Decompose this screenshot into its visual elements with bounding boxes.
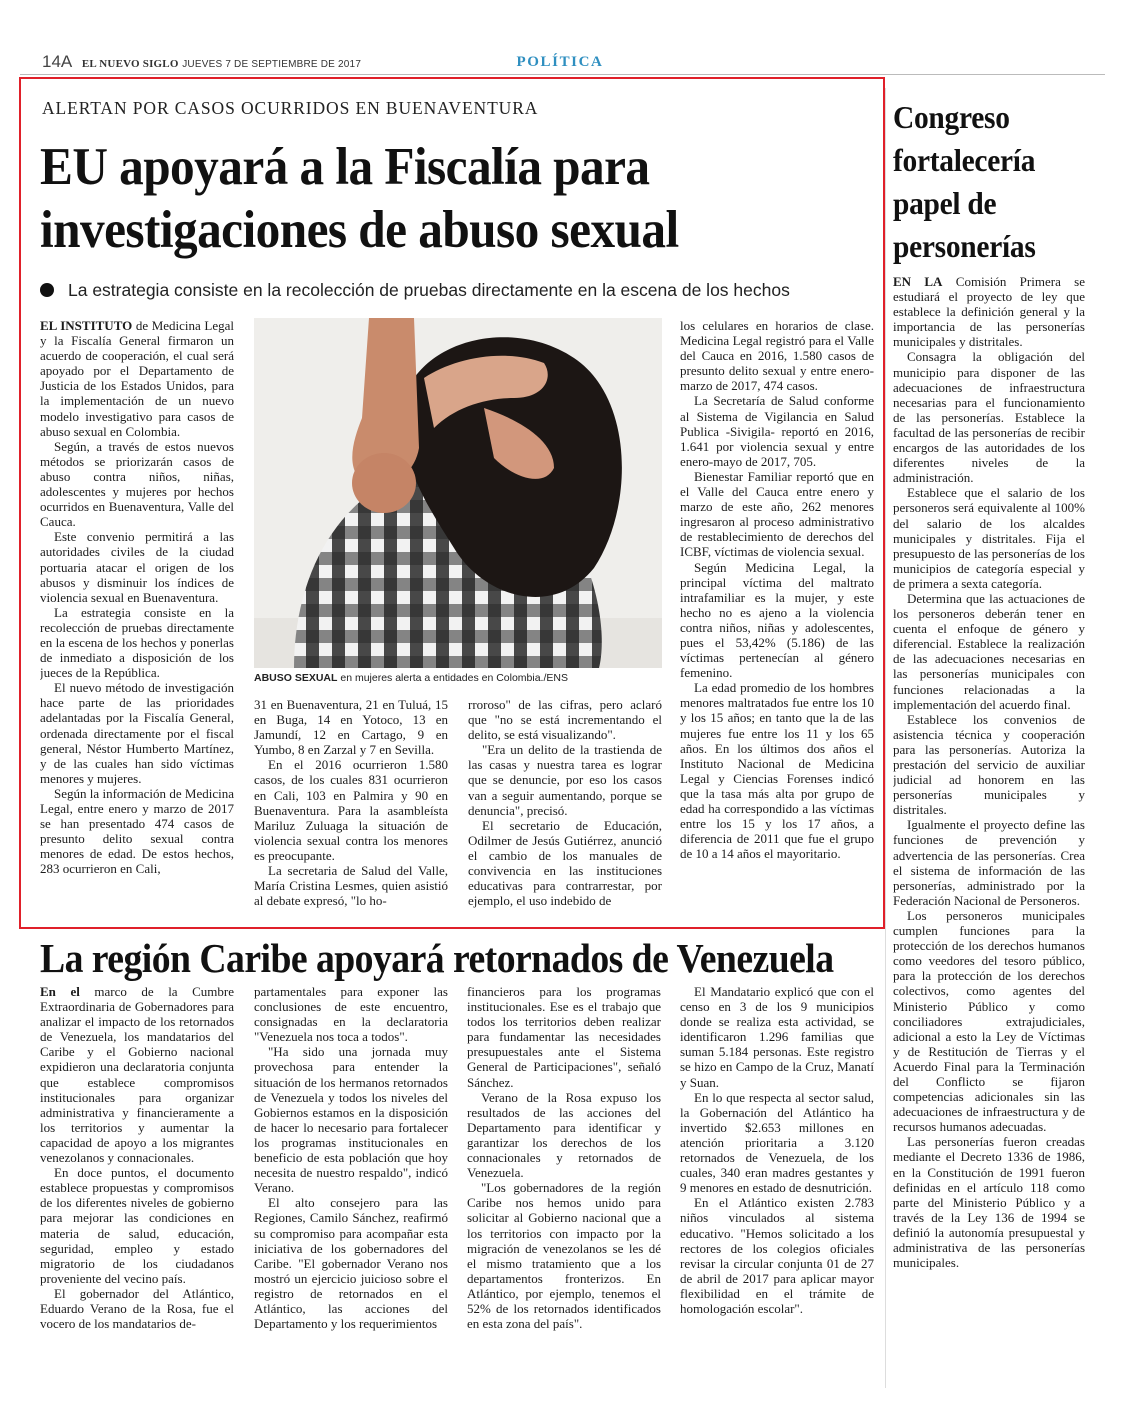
paragraph-text: marco de la Cumbre Extraordinaria de Gobernadores para analizar el impacto de los retornados de Venezuela, los mandatarios del Caribe y el Gobierno nacional expidieron una declaratoria conjunta que establece compromisos institucionales para organizar administrativa y financieramente a los territorios y aumentar la capacidad de apoyo a los migrantes venezolanos y connacionales. <box>40 984 234 1166</box>
second-column-2 <box>254 984 448 1384</box>
second-paragraph: El gobernador del Atlántico, Eduardo Verano de la Rosa, fue el vocero de los mandatarios de- <box>40 1285 234 1332</box>
page-folio <box>42 52 361 72</box>
second-paragraph: "Ha sido una jornada muy provechosa para entender la situación de los hermanos retornados de Venezuela y todos los niveles del Gobiernos estamos en la disposición de hacer lo necesario para fortalecer los programas institucionales en beneficio de esta población que hoy necesita de nuestro respaldo", indicó Verano. <box>254 1044 448 1196</box>
lead-summary-text: La estrategia consiste en la recolección de pruebas directamente en la escena de los hechos <box>68 280 790 300</box>
lead-paragraph: 31 en Buenaventura, 21 en Tuluá, 15 en Buga, 14 en Yotoco, 13 en Jamundí, 12 en Cartago, 9 en Yumbo, 8 en Zarzal y 7 en Sevilla. <box>254 697 448 758</box>
newspaper-name: EL NUEVO SIGLO <box>81 58 179 70</box>
second-paragraph <box>40 984 234 1165</box>
lead-paragraph: El nuevo método de investigación hace parte de las prioridades adelantadas por la Fiscalía General, ordenada directamente por el fiscal general, Néstor Humberto Martínez, y de las cuales han sido víctimas menores y mujeres. <box>40 680 234 786</box>
paragraph-text: de Medicina Legal y la Fiscalía General firmaron un acuerdo de cooperación, el cual será apoyado por el Departamento de Justicia de los Estados Unidos, para la implementación de un nuevo modelo investigativo para casos de abuso sexual en Colombia. <box>40 318 234 439</box>
lead-paragraph <box>40 318 234 439</box>
sidebar-paragraph: Los personeros municipales cumplen funciones para la protección de los derechos humanos como veedores del tesoro público, para la protección de los derechos colectivos, como agentes del Ministerio Público y como conciliadores extrajudiciales, adicional a esto la Ley de Víctimas y de Restitución de Tierras y el Acuerdo Final para la Terminación del Conflicto se fijaron competencias adicionales sin las adecuaciones de infraestructura y de recursos humanos adecuadas. <box>893 907 1085 1135</box>
second-column-1 <box>40 984 234 1384</box>
lead-paragraph: los celulares en horarios de clase. Medicina Legal registró para el Valle del Cauca en 2016, 1.580 casos de presunto delito sexual y entre enero-marzo de 2017, 474 casos. <box>680 318 874 394</box>
lead-in: En el <box>40 984 80 999</box>
lead-paragraph: "Era un delito de la trastienda de las casas y nuestra tarea es lograr que se denuncie, por eso los casos van a seguir aumentando, porque se denuncia", precisó. <box>468 742 662 818</box>
lead-headline: EU apoyará a la Fiscalía para investigaciones de abuso sexual <box>40 138 679 259</box>
caption-lead: ABUSO SEXUAL <box>254 672 338 684</box>
lead-column-1 <box>40 318 234 920</box>
sidebar-paragraph: Las personerías fueron creadas mediante el Decreto 1336 de 1986, en la Constitución de 1991 fueron definidas en el artículo 118 como parte del Ministerio Público y a través de la Ley 136 de 1994 se definió la autonomía presupuestal y administrativa de las personerías municipales. <box>893 1134 1085 1271</box>
lead-in: EN LA <box>893 274 943 289</box>
lead-photo <box>254 318 662 668</box>
section-label: POLÍTICA <box>516 54 604 70</box>
sidebar-paragraph: Consagra la obligación del municipio para disponer de las adecuaciones de infraestructura necesarias para el funcionamiento de las personerías. Establece la facultad de las personerías de recibir encargos de las autoridades de los diferentes niveles de la administración. <box>893 349 1085 486</box>
lead-paragraph: La estrategia consiste en la recolección de pruebas directamente en la escena de los hechos y ponerlas de inmediato a disposición de los jueces de la República. <box>40 604 234 681</box>
second-paragraph: financieros para los programas institucionales. Ese es el trabajo que todos los territorios deben realizar para fundamentar las necesidades presupuestales ante el Sistema General de Participaciones", señaló Sánchez. <box>467 984 661 1090</box>
lead-paragraph: La Secretaría de Salud conforme al Sistema de Vigilancia en Salud Publica -Sivigila- reportó en 2016, 1.641 por violencia sexual y entre enero-mayo de 2017, 705. <box>680 393 874 469</box>
top-rule <box>20 74 1105 75</box>
second-paragraph: "Los gobernadores de la región Caribe nos hemos unido para solicitar al Gobierno nacional que a los territorios con impacto por la migración de venezolanos se les dé el mismo tratamiento que a los departamentos fronterizos. En Atlántico, por ejemplo, tenemos el 52% de los retornados identificados en esta zona del país". <box>467 1180 661 1332</box>
sidebar-paragraph <box>893 274 1085 349</box>
sidebar-paragraph: Determina que las actuaciones de los personeros deberán tener en cuenta el enfoque de género y diferencial. Establece la realización de las adecuaciones necesarias en las personerías municipales con funciones relacionadas a la implementación del acuerdo final. <box>893 590 1085 712</box>
second-paragraph: El Mandatario explicó que con el censo en 3 de los 9 municipios donde se realiza esta actividad, se identificaron 1.296 familias que suman 5.184 personas. Este registro se hizo en Campo de la Cruz, Manatí y Suan. <box>680 984 874 1090</box>
second-paragraph: En el Atlántico existen 2.783 niños vinculados al sistema educativo. "Hemos solicitado a los rectores de los colegios oficiales revisar la circular conjunta 01 de 27 de abril de 2017 para aplicar mayor flexibilidad en el trámite de homologación escolar". <box>680 1195 874 1316</box>
sidebar-paragraph: Igualmente el proyecto define las funciones de prevención y advertencia de las personerías. Crea el sistema de información de las personerías, administrado por la Federación Nacional de Personeros. <box>893 817 1085 908</box>
lead-column-4 <box>680 318 874 920</box>
issue-date: JUEVES 7 DE SEPTIEMBRE DE 2017 <box>182 59 362 70</box>
second-paragraph: En doce puntos, el documento establece propuestas y compromisos de los diferentes niveles de gobierno para mejorar las condiciones en materia de salud, educación, seguridad, empleo y estado migratorio de los ciudadanos proveniente del vecino país. <box>40 1165 234 1286</box>
second-paragraph: partamentales para exponer las conclusiones de este encuentro, consignadas en la declaratoria "Venezuela nos toca a todos". <box>254 984 448 1045</box>
sidebar-column <box>893 274 1085 1386</box>
second-paragraph: En lo que respecta al sector salud, la Gobernación del Atlántico ha invertido $2.653 millones en atención prioritaria a 3.120 retornados de Venezuela, de los cuales, 340 eran madres gestantes y 9 menores en estado de desnutrición. <box>680 1089 874 1196</box>
second-paragraph: Verano de la Rosa expuso los resultados de las acciones del Departamento para identificar y garantizar los derechos de los connacionales y retornados de Venezuela. <box>467 1089 661 1181</box>
lead-paragraph: Este convenio permitirá a las autoridades civiles de la ciudad portuaria atacar el origen de los abusos y disminuir los índices de violencia sexual en Buenaventura. <box>40 529 234 605</box>
lead-paragraph: En el 2016 ocurrieron 1.580 casos, de los cuales 831 ocurrieron en Cali, 103 en Palmira y 90 en Buenaventura. Para la asambleísta Mariluz Zuluaga la situación de violencia sexual contra los menores es preocupante. <box>254 757 448 863</box>
lead-paragraph: La edad promedio de los hombres menores maltratados fue entre los 10 y los 15 años; en tanto que la de las mujeres fue entre los 11 y los 65 años. En los últimos dos años el Instituto Nacional de Medicina Legal y Ciencias Forenses indicó que la tasa más alta por grupo de edad ha correspondido a las víctimas entre los 15 y los 17 años, a diferencia de 2011 que fue el grupo de 10 a 14 años el mayoritario. <box>680 680 874 862</box>
second-paragraph: El alto consejero para las Regiones, Camilo Sánchez, reafirmó su compromiso para acompañar esta iniciativa de los gobernadores del Caribe. "El gobernador Verano nos mostró un ejercicio juicioso sobre el registro de retornados en el Atlántico, las acciones del Departamento y los requerimientos <box>254 1195 448 1332</box>
sidebar-paragraph: Establece que el salario de los personeros será equivalente al 100% del salario de los alcaldes municipales y distritales. Fija el presupuesto de las personerías de los municipios de categoría especial y de primera a sexta categoría. <box>893 485 1085 591</box>
lead-paragraph: La secretaria de Salud del Valle, María Cristina Lesmes, quien asistió al debate expresó, "lo ho- <box>254 863 448 909</box>
lead-paragraph: El secretario de Educación, Odilmer de Jesús Gutiérrez, anunció el cambio de los manuales de convivencia en las instituciones educativas para contrarrestar, por ejemplo, el uso indebido de <box>468 817 662 909</box>
lead-paragraph: Según Medicina Legal, la principal víctima del maltrato intrafamiliar es la mujer, y este hecho no es ajeno a la violencia contra niños, niñas y adolescentes, pues el 53,42% (5.186) de las víctimas pertenecían al género femenino. <box>680 559 874 681</box>
lead-column-3 <box>468 697 662 921</box>
lead-paragraph: Según, a través de estos nuevos métodos se priorizarán casos de abuso contra niños, niñas, adolescentes y mujeres por hechos ocurridos en Buenaventura, Valle del Cauca. <box>40 438 234 530</box>
lead-kicker: ALERTAN POR CASOS OCURRIDOS EN BUENAVENTURA <box>42 98 539 118</box>
second-column-3 <box>467 984 661 1384</box>
sidebar-paragraph: Establece los convenios de asistencia técnica y cooperación para las personerías. Autoriza la prestación del servicio de auxiliar judicial ad honorem en las personerías municipales y distritales. <box>893 711 1085 818</box>
sidebar-headline: Congreso fortalecería papel de personerías <box>893 99 1036 264</box>
page-number: 14A <box>42 52 73 71</box>
photo-caption <box>254 672 662 684</box>
lead-summary <box>40 280 880 301</box>
photo-illustration <box>254 318 662 668</box>
column-divider <box>885 88 886 1388</box>
second-column-4 <box>680 984 874 1384</box>
lead-in: EL INSTITUTO <box>40 318 133 333</box>
lead-paragraph: rroroso" de las cifras, pero aclaró que "no se está incrementando el delito, se está visualizando". <box>468 697 662 743</box>
bullet-icon <box>40 283 54 297</box>
paragraph-text: Comisión Primera se estudiará el proyecto de ley que establece la definición general y la importancia de las personerías municipales y distritales. <box>893 274 1085 350</box>
lead-paragraph: Según la información de Medicina Legal, entre enero y marzo de 2017 se han presentado 474 casos de presunto delito sexual contra menores de edad. De estos hechos, 283 ocurrieron en Cali, <box>40 785 234 877</box>
second-headline: La región Caribe apoyará retornados de Venezuela <box>40 935 834 981</box>
lead-column-2 <box>254 697 448 921</box>
lead-paragraph: Bienestar Familiar reportó que en el Valle del Cauca entre enero y marzo de este año, 262 menores ingresaron al proceso administrativo de restablecimiento de derechos del ICBF, víctimas de violencia sexual. <box>680 468 874 560</box>
caption-text: en mujeres alerta a entidades en Colombia./ENS <box>337 672 568 684</box>
